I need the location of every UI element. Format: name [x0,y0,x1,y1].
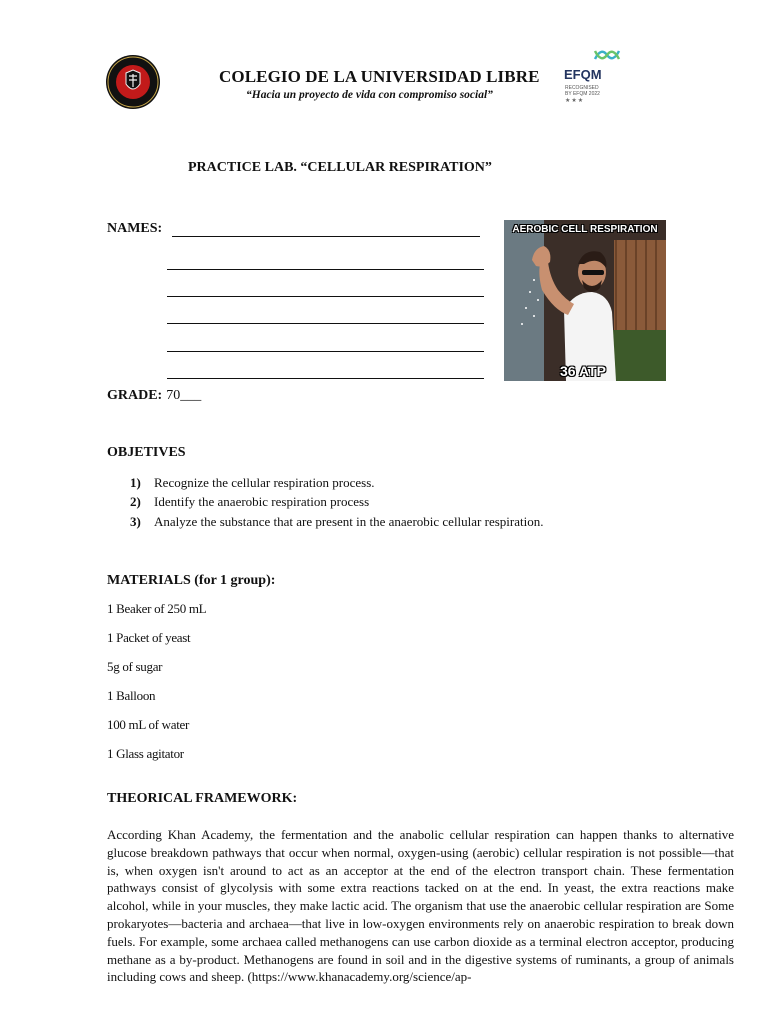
material-item: 1 Beaker of 250 mL [107,601,207,616]
name-line-6[interactable] [167,378,484,379]
school-name: COLEGIO DE LA UNIVERSIDAD LIBRE [219,67,540,86]
grade-row [107,386,201,404]
objective-text: Recognize the cellular respiration process. [154,475,375,490]
material-item: 1 Balloon [107,688,156,703]
materials-heading: MATERIALS (for 1 group): [107,573,276,588]
objective-item-2 [130,494,369,510]
material-item: 1 Packet of yeast [107,630,191,645]
school-motto: “Hacia un proyecto de vida con compromiso social” [246,89,493,101]
meme-image [504,220,666,381]
efqm-stars: ★★★ [565,98,585,104]
name-line-2[interactable] [167,269,484,270]
efqm-subtitle: RECOGNISED [565,85,599,91]
objective-number: 3) [130,514,141,529]
objective-item-3 [130,514,543,530]
efqm-year: BY EFQM 2022 [565,91,600,97]
names-label: NAMES: [107,221,163,236]
name-line-4[interactable] [167,323,484,324]
page-title: PRACTICE LAB. “CELLULAR RESPIRATION” [188,160,492,175]
meme-bottom-caption: 36 ATP [560,363,606,379]
efqm-name: EFQM [564,67,602,82]
meme-top-caption: AEROBIC CELL RESPIRATION [512,224,658,235]
objective-number: 1) [130,475,141,490]
name-line-5[interactable] [167,351,484,352]
name-line-1[interactable] [172,236,480,237]
grade-value: 70___ [166,388,202,403]
material-item: 5g of sugar [107,659,163,674]
objective-item-1 [130,475,375,491]
name-line-3[interactable] [167,296,484,297]
material-item: 1 Glass agitator [107,746,184,761]
efqm-badge [562,45,622,109]
efqm-icon [592,45,622,65]
material-item: 100 mL of water [107,717,190,732]
objective-text: Analyze the substance that are present in the anaerobic cellular respiration. [154,514,544,529]
objectives-heading: OBJETIVES [107,445,186,460]
university-seal-logo [104,54,162,110]
objective-text: Identify the anaerobic respiration process [154,494,370,509]
framework-paragraph: According Khan Academy, the fermentation and the anabolic cellular respiration can happen thanks to alternative glucose breakdown pathways that occur when normal, oxygen-using (aerobic) cellular respiration is not possible—that is, when oxygen isn't around to act as an acceptor at the end of the electron transport chain. These fermentation pathways consist of glycolysis with some extra reactions tacked on at the end. In yeast, the extra reactions make alcohol, while in your muscles, they make lactic acid. The organism that use the anaerobic cellular respiration are Some prokaryotes—bacteria and archaea—that live in low-oxygen environments rely on anaerobic respiration to break down fuels. For example, some archaea called methanogens can use carbon dioxide as a terminal electron acceptor, producing methane as a by-product. Methanogens are found in soil and in the digestive systems of ruminants, a group of animals including cows and sheep. (https://www.khanacademy.org/science/ap- [107,827,734,985]
grade-label: GRADE: [107,388,163,403]
framework-heading: THEORICAL FRAMEWORK: [107,791,298,806]
objective-number: 2) [130,494,141,509]
meme-illustration [504,220,666,381]
